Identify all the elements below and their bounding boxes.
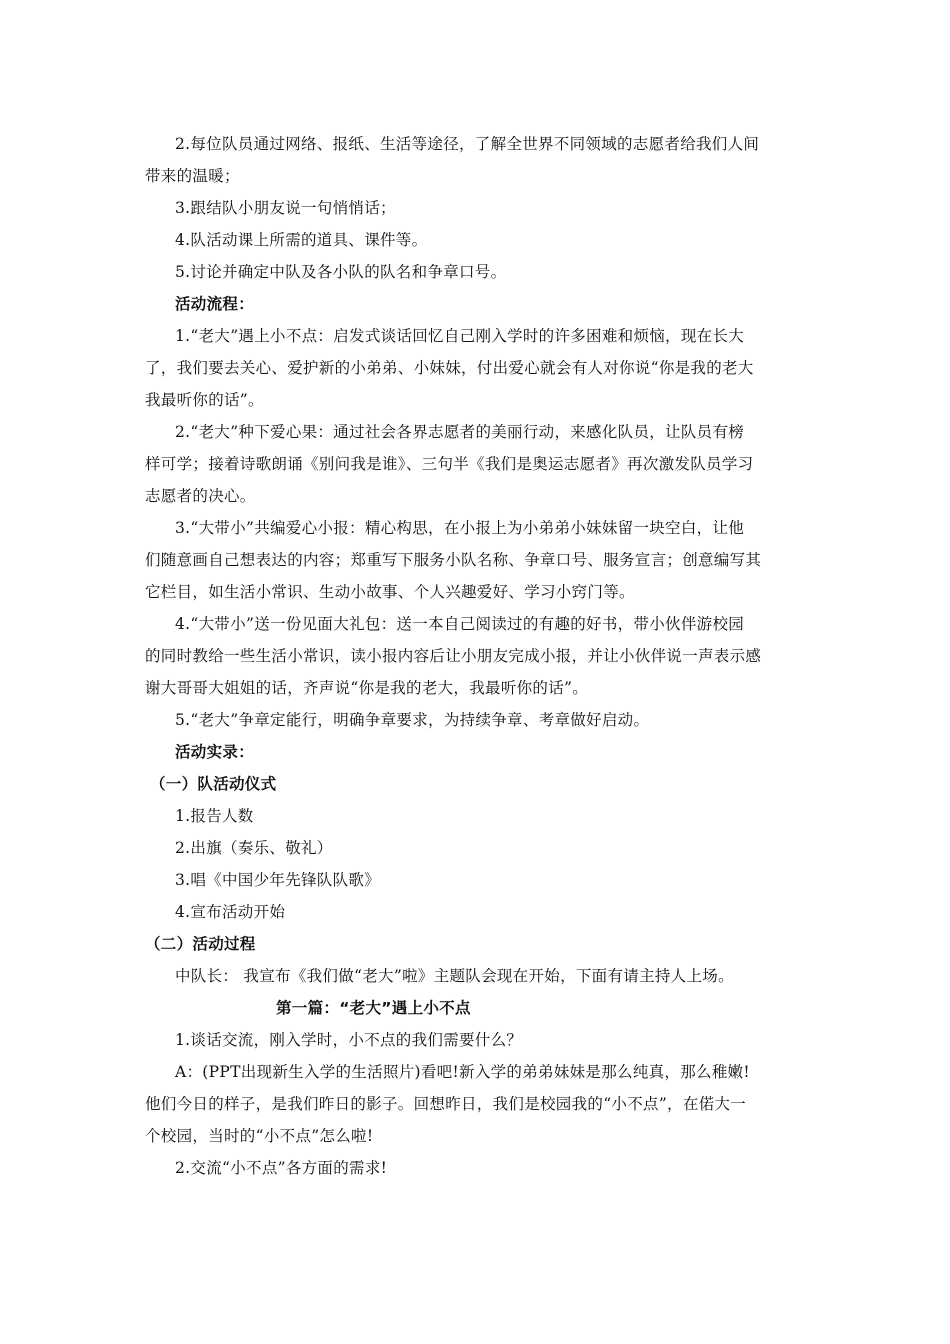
squad-leader-line: 中队长： 我宣布《我们做“老大”啦》主题队会现在开始，下面有请主持人上场。 [175,967,734,985]
text-line: 谢大哥哥大姐姐的话，齐声说“你是我的老大，我最听你的话”。 [145,679,589,697]
text-line: 的同时教给一些生活小常识，读小报内容后让小朋友完成小报，并让小伙伴说一声表示感 [145,647,762,665]
flow-item-5: 5.“老大”争章定能行，明确争章要求，为持续争章、考章做好启动。 [175,711,650,729]
flow-item-4: 4.“大带小”送一份见面大礼包：送一本自己阅读过的有趣的好书，带小伙伴游校园 [175,615,745,633]
text-line: 样可学；接着诗歌朗诵《别问我是谁》、三句半《我们是奥运志愿者》再次激发队员学习 [145,455,754,473]
text-line: 了，我们要去关心、爱护新的小弟弟、小妹妹，付出爱心就会有人对你说“你是我的老大 [145,359,754,377]
list-item-prep-2: 2.每位队员通过网络、报纸、生活等途径，了解全世界不同领域的志愿者给我们人间 [175,135,760,153]
section-heading-flow: 活动流程： [175,295,255,313]
text-line: 志愿者的决心。 [145,487,256,505]
ceremony-item-2: 2.出旗（奏乐、敬礼） [175,839,333,857]
subheading-process: （二）活动过程 [145,935,256,953]
subheading-ceremony: （一）队活动仪式 [150,775,277,793]
text-line: 个校园，当时的“小不点”怎么啦! [145,1127,374,1145]
text-line: 他们今日的样子，是我们昨日的影子。回想昨日，我们是校园我的“小不点”，在偌大一 [145,1095,747,1113]
chapter-title: 第一篇：“老大”遇上小不点 [276,999,471,1017]
dialogue-line: A：(PPT出现新生入学的生活照片)看吧!新入学的弟弟妹妹是那么纯真，那么稚嫩! [175,1063,750,1081]
list-item-prep-4: 4.队活动课上所需的道具、课件等。 [175,231,428,249]
flow-item-1: 1.“老大”遇上小不点：启发式谈话回忆自己刚入学时的许多困难和烦恼，现在长大 [175,327,745,345]
step-item-2: 2.交流“小不点”各方面的需求! [175,1159,388,1177]
ceremony-item-3: 3.唱《中国少年先锋队队歌》 [175,871,380,889]
text-line: 我最听你的话”。 [145,391,264,409]
text-line: 它栏目，如生活小常识、生动小故事、个人兴趣爱好、学习小窍门等。 [145,583,635,601]
list-item-prep-5: 5.讨论并确定中队及各小队的队名和争章口号。 [175,263,507,281]
ceremony-item-4: 4.宣布活动开始 [175,903,286,921]
section-heading-record: 活动实录： [175,743,255,761]
list-item-prep-3: 3.跟结队小朋友说一句悄悄话； [175,199,396,217]
step-item-1: 1.谈话交流，刚入学时，小不点的我们需要什么？ [175,1031,523,1049]
text-line: 们随意画自己想表达的内容；郑重写下服务小队名称、争章口号、服务宣言；创意编写其 [145,551,762,569]
flow-item-2: 2.“老大”种下爱心果：通过社会各界志愿者的美丽行动，来感化队员，让队员有榜 [175,423,745,441]
text-line: 带来的温暖； [145,167,240,185]
flow-item-3: 3.“大带小”共编爱心小报：精心构思，在小报上为小弟弟小妹妹留一块空白，让他 [175,519,745,537]
ceremony-item-1: 1.报告人数 [175,807,254,825]
